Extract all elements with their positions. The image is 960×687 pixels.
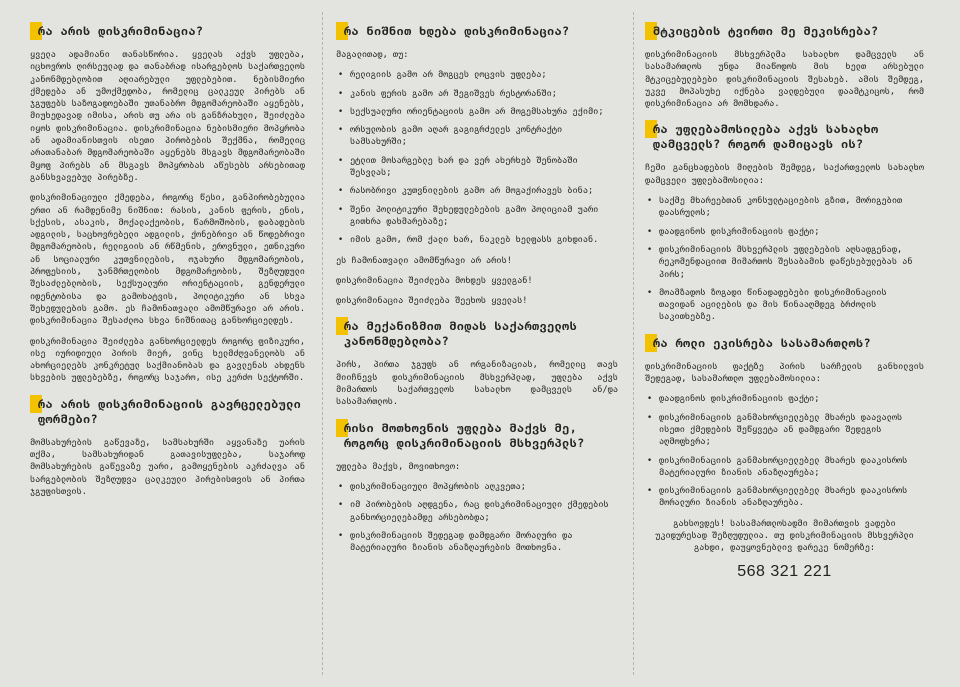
rights-list xyxy=(336,481,618,554)
list-item: • დისკრიმინაციის განმახორციელებელ მხარეს დააკისროს მორალური ზიანის ანაზღაურება. xyxy=(645,485,924,510)
paragraph-grounds: დისკრიმინაციული ქმედება, როგორც წესი, განპირობებულია ერთი ან რამდენიმე ნიშნით: რასის, კანის ფერის, ენის, სქესის, ასაკის, მოქალაქეობის, წარმოშობის, დაბადების ადგილის, საცხოვრებელი ადგილის, ქონებრივი ან წოდებრივი მდგომარეობის, რელიგიის ან რწმენის, ეროვნული, ეთნიკური ან სოციალური კუთვნილების, ოჯახური მდგომარეობის, პროფესიის, ჯანმრთელობის მდგომარეობის, შეზღუდული შესაძლებლობის, სექსუალური ორიენტაციის, გენდერული იდენტობისა და გამოხატვის, პოლიტიკური ან სხვა შეხედულების გამო. ეს ჩამონათვალი ამომწურავი არ არის. დისკრიმინაცია შესაძლოა სხვა ნიშნითაც განხორციელდეს. xyxy=(30,193,305,327)
list-item: • რასობრივი კუთვნილების გამო არ მოგაქირავეს ბინა; xyxy=(336,185,618,197)
paragraph-equality: ყველა ადამიანი თანასწორია. ყველას აქვს უფლება, იცხოვროს ღირსეულად და თანაბრად ისარგებლოს საქართველოს კანონმდებლობით აღიარებული უფლებებით. ნებისმიერი ქმედება ან უმოქმედობა, რომელიც ცალკეულ პირებს ან ჯგუფებს საზოგადოებაში უთანაბრო მდგომარეობაში აყენებს, მიუხედავად იმისა, არის თუ არა ის განზრახული, შეიძლება იყოს დისკრიმინაცია. დისკრიმინაცია ნებისმიერი მოპყრობა ან ადამიანისთვის ისეთი პირობების შექმნა, რომელიც არათანაბარ მდგომარეობაში აყენებს მსგავს მდგომარეობაში მყოფ პირებს ან მსგავს მოპყრობას აწესებს არსებითად განსხვავებულ პირებზე. xyxy=(30,50,305,183)
list-item: • დისკრიმინაციის მსხვერპლის უფლებების აღსადგენად, რეკომენდაციით მიმართოს შესაბამის დაწესებულებას ან პირს; xyxy=(645,244,924,281)
list-item: • დისკრიმინაციის შედეგად დამდგარი მორალური და მატერიალური ზიანის ანაზღაურების მოთხოვნა. xyxy=(336,530,618,555)
court-list xyxy=(645,393,924,509)
column-divider-1 xyxy=(322,12,323,675)
paragraph-forms: მომსახურების გაწევაზე, სამსახურში აყვანაზე უარის თქმა, სამსახურიდან გათავისუფლება, საჯაროდ მომსახურების გაწევაზე უარი, გამოყენების აკრძალვა ან სარგებლობის შეზღუდვა ცალკეული პირებისთვის ან პირთა ჯგუფისთვის. xyxy=(30,437,305,497)
rights-intro: უფლება მაქვს, მოვითხოვო: xyxy=(336,461,461,472)
list-item: • კანის ფერის გამო არ შეგიშვეს რესტორანში; xyxy=(336,88,618,100)
ombudsman-list xyxy=(645,195,924,324)
heading-ombudsman-powers: რა უფლებამოსილება აქვს სახალხო დამცველს? როგორ დამიცავს ის? xyxy=(645,118,924,156)
list-item: • საქმე მხარეებთან კონსულტაციების გზით, მორიგებით დაასრულოს; xyxy=(645,195,924,220)
list-item: • დისკრიმინაციული მოპყრობის აღკვეთა; xyxy=(336,481,618,493)
heading-court-role: რა როლი ეკისრება სასამართლოს? xyxy=(645,332,924,355)
list-item: • ორსულობის გამო აღარ გაგიგრძელეს კონტრაქტი სამსახურში; xyxy=(336,124,618,149)
paragraph-mechanism: პირს, პირთა ჯგუფს ან ორგანიზაციას, რომელიც თავს მიიჩნევს დისკრიმინაციის მსხვერპლად, უფლება აქვს მიმართოს საქართველოს სახალხო დამცველს ან/და სასამართლოს. xyxy=(336,360,618,408)
list-item: • იმ პირობების აღდგენა, რაც დისკრიმინაციული ქმედების განხორციელებამდე არსებობდა; xyxy=(336,499,618,524)
heading-victim-rights: რისი მოთხოვნის უფლება მაქვს მე, როგორც დისკრიმინაციის მსხვერპლს? xyxy=(336,417,618,455)
examples-intro: მაგალითად, თუ: xyxy=(336,50,409,60)
court-intro: დისკრიმინაციის ფაქტზე პირის სარჩელის განხილვის შედეგად, სასამართლო უფლებამოსილია: xyxy=(645,361,924,385)
list-item: • დისკრიმინაციის განმახორციელებელ მხარეს დაავალოს ისეთი ქმედების შეწყვეტა ან დამდგარი შედეგის აღმოფხვრა; xyxy=(645,412,924,449)
list-item: • იმის გამო, რომ ქალი ხარ, ნაკლებ ხელფასს გიხდიან. xyxy=(336,234,618,246)
list-item: • შენი პოლიტიკური შეხედულებების გამო პოლიციამ უარი გითხრა დახმარებაზე; xyxy=(336,204,618,229)
list-item: • რელიგიის გამო არ მოგცეს ლოცვის უფლება; xyxy=(336,69,618,81)
heading-what-is-discrimination: რა არის დისკრიმინაცია? xyxy=(30,20,305,43)
heading-common-forms: რა არის დისკრიმინაციის გავრცელებული ფორმები? xyxy=(30,393,305,431)
column-right xyxy=(645,0,932,687)
column-divider-2 xyxy=(633,12,634,675)
column-middle xyxy=(336,0,626,687)
heading-burden-of-proof: მტკიცების ტვირთი მე მეკისრება? xyxy=(645,20,924,43)
note-anywhere: დისკრიმინაცია შეიძლება მოხდეს ყველგან! xyxy=(336,275,533,286)
list-item: • დაადგინოს დისკრიმინაციის ფაქტი; xyxy=(645,226,924,238)
paragraph-who-discriminates: დისკრიმინაცია შეიძლება განხორციელდეს როგორც ფიზიკური, ისე იურიდიული პირის მიერ, ვინც ხელმძღვანელობს ან ახორციელებს კონკრეტულ საქმიანობას და გავლენას ახდენს სხვების უფლებებზე, როგორც საჯარო, ისე კერძო სექტორში. xyxy=(30,336,305,384)
list-item: • მოამზადოს ზოგადი წინადადებები დისკრიმინაციის თავიდან აცილების და მის წინააღმდეგ ბრძოლის საკითხებზე. xyxy=(645,287,924,324)
remember-note: გახსოვდეს! სასამართლოსადმი მიმართვის ვადები უკიდურესად შეზღუდულია. თუ დისკრიმინაციის მსხვერპლი გახდი, დაუყოვნებლივ დარეკე ნომერზე: xyxy=(655,518,914,554)
list-item: • დაადგინოს დისკრიმინაციის ფაქტი; xyxy=(645,393,924,405)
paragraph-burden: დისკრიმინაციის მსხვერპლმა სახალხო დამცველს ან სასამართლოს უნდა მიაწოდოს მის ხელთ არსებული მტკიცებულებები დისკრიმინაციის შესახებ. ამის შემდეგ, უკვე მოპასუხე იქნება ვალდებული დაამტკიცოს, რომ დისკრიმინაცია არ მომხდარა. xyxy=(645,50,924,110)
list-item: • სექსუალური ორიენტაციის გამო არ მოგემსახურა ექიმი; xyxy=(336,106,618,118)
note-anyone: დისკრიმინაცია შეიძლება შეეხოს ყველას! xyxy=(336,296,528,307)
hotline-phone-number[interactable]: 568 321 221 xyxy=(737,562,832,580)
ombudsman-intro: ჩემი განცხადების მიღების შემდეგ, საქართველოს სახალხო დამცველი უფლებამოსილია: xyxy=(645,163,924,186)
list-item: • ეტლით მოსარგებლე ხარ და ვერ ახერხებ შენობაში შესვლას; xyxy=(336,155,618,180)
examples-list xyxy=(336,69,618,246)
note-not-exhaustive: ეს ჩამონათვალი ამომწურავი არ არის! xyxy=(336,255,512,266)
list-item: • დისკრიმინაციის განმახორციელებელ მხარეს დააკისროს მატერიალური ზიანის ანაზღაურება; xyxy=(645,455,924,480)
heading-legal-mechanism: რა მექანიზმით მიდას საქართველოს კანონმდებლობა? xyxy=(336,315,618,353)
heading-grounds: რა ნიშნით ხდება დისკრიმინაცია? xyxy=(336,20,618,43)
column-left xyxy=(30,0,313,687)
